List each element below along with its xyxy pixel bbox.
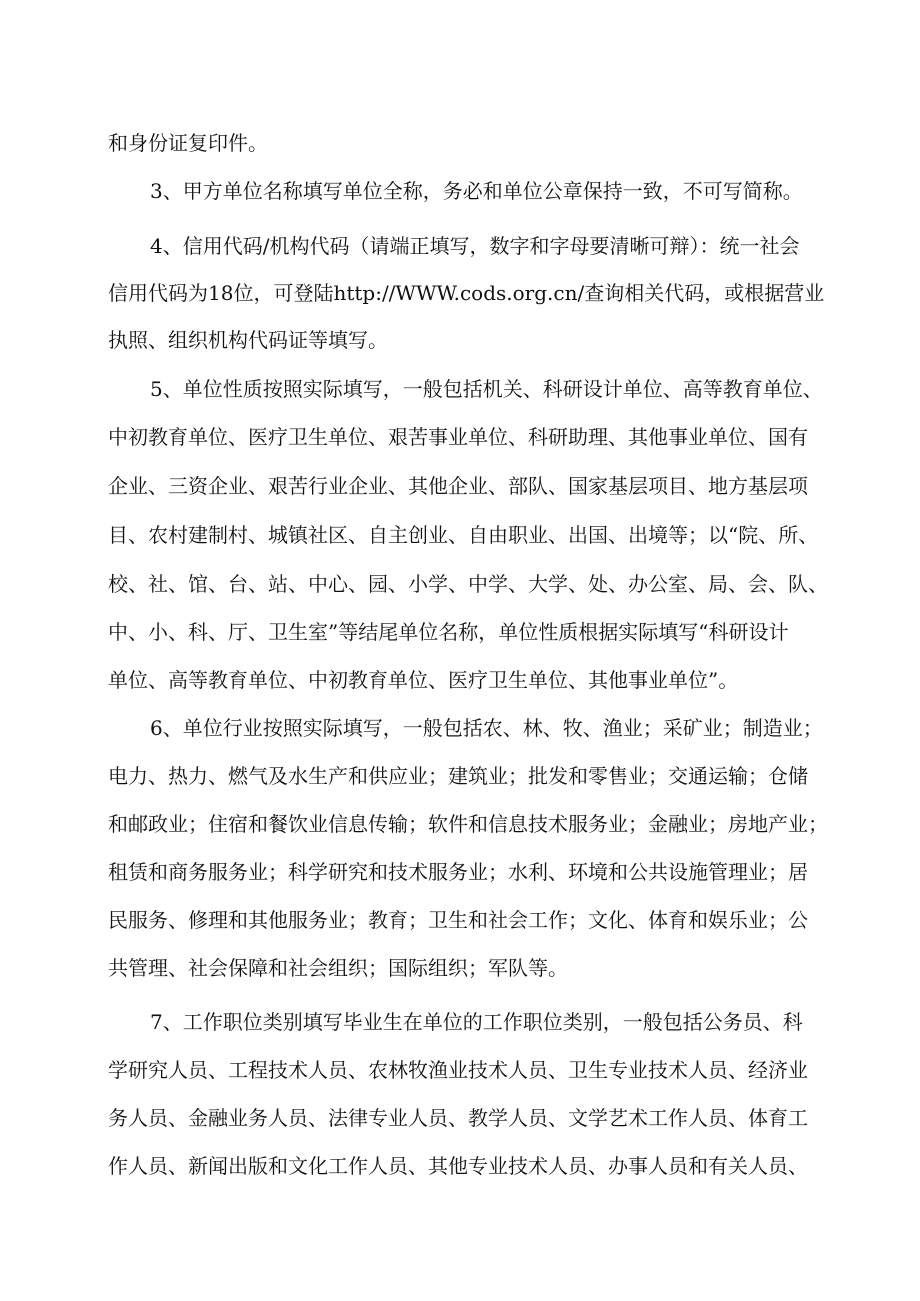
text-line: 作人员、新闻出版和文化工作人员、其他专业技术人员、办事人员和有关人员、 — [108, 1154, 808, 1178]
text-line: 中初教育单位、医疗卫生单位、艰苦事业单位、科研助理、其他事业单位、国有 — [108, 425, 808, 449]
text-line: 中、小、科、厅、卫生室”等结尾单位名称，单位性质根据实际填写“科研设计 — [108, 620, 789, 644]
text-line: 信用代码为18位，可登陆http://WWW.cods.org.cn/查询相关代码，或根据营业 — [108, 281, 825, 305]
text-line: 4、信用代码/机构代码（请端正填写，数字和字母要清晰可辩）：统一社会 — [150, 234, 800, 258]
text-line: 学研究人员、工程技术人员、农林牧渔业技术人员、卫生专业技术人员、经济业 — [108, 1058, 808, 1082]
text-line: 单位、高等教育单位、中初教育单位、医疗卫生单位、其他事业单位”。 — [108, 668, 739, 692]
text-line: 企业、三资企业、艰苦行业企业、其他企业、部队、国家基层项目、地方基层项 — [108, 474, 808, 498]
text-line: 务人员、金融业务人员、法律专业人员、教学人员、文学艺术工作人员、体育工 — [108, 1106, 808, 1130]
text-line: 目、农村建制村、城镇社区、自主创业、自由职业、出国、出境等；以“院、所、 — [108, 523, 819, 547]
text-line: 3、甲方单位名称填写单位全称，务必和单位公章保持一致，不可写简称。 — [150, 179, 803, 203]
text-line: 7、工作职位类别填写毕业生在单位的工作职位类别，一般包括公务员、科 — [150, 1010, 803, 1034]
text-line: 和邮政业；住宿和餐饮业信息传输；软件和信息技术服务业；金融业；房地产业； — [108, 812, 828, 836]
text-line: 执照、组织机构代码证等填写。 — [108, 328, 388, 352]
text-line: 和身份证复印件。 — [108, 131, 268, 155]
text-line: 校、社、馆、台、站、中心、园、小学、中学、大学、处、办公室、局、会、队、 — [108, 572, 828, 596]
text-line: 电力、热力、燃气及水生产和供应业；建筑业；批发和零售业；交通运输；仓储 — [108, 764, 808, 788]
text-line: 6、单位行业按照实际填写，一般包括农、林、牧、渔业；采矿业；制造业； — [150, 716, 823, 740]
text-line: 5、单位性质按照实际填写，一般包括机关、科研设计单位、高等教育单位、 — [150, 377, 823, 401]
text-line: 民服务、修理和其他服务业；教育；卫生和社会工作；文化、体育和娱乐业；公 — [108, 908, 808, 932]
text-line: 共管理、社会保障和社会组织；国际组织；军队等。 — [108, 956, 568, 980]
text-line: 租赁和商务服务业；科学研究和技术服务业；水利、环境和公共设施管理业；居 — [108, 860, 808, 884]
